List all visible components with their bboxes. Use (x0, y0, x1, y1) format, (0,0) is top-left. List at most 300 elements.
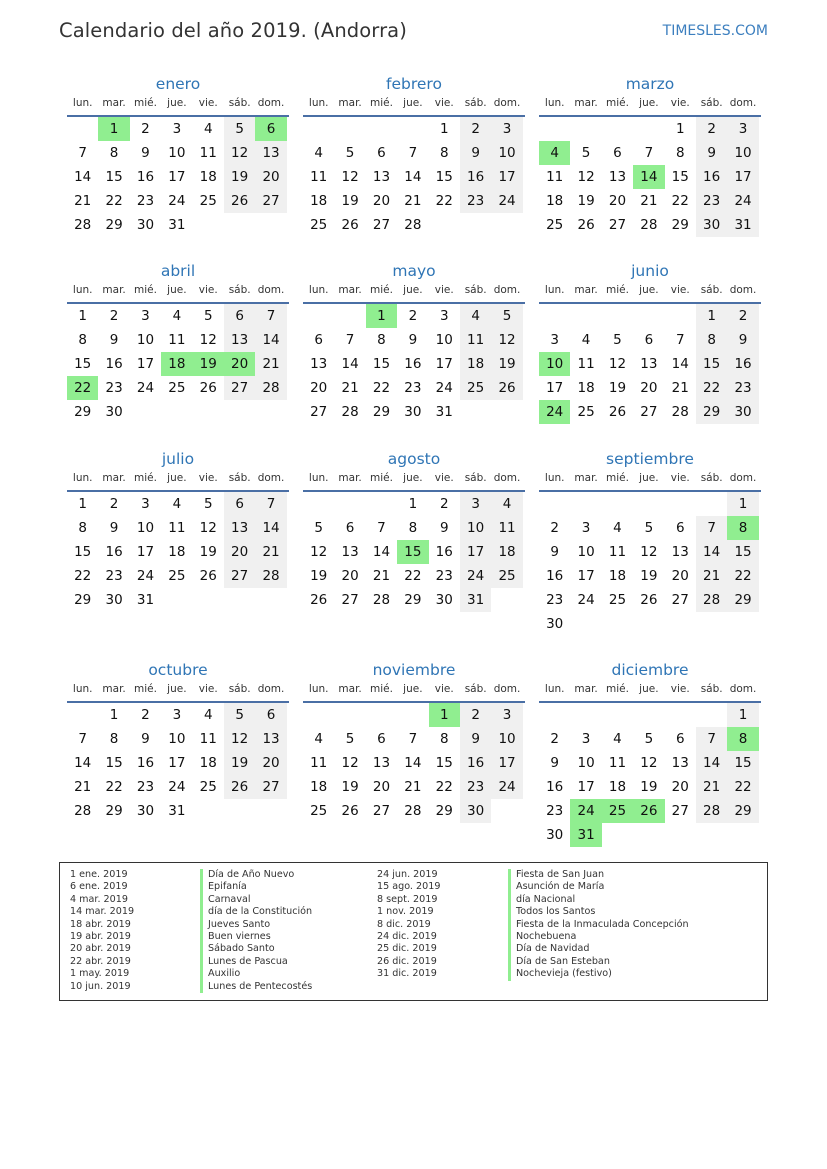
day-cell: 20 (372, 193, 391, 209)
weekday-label: lun. (72, 683, 93, 695)
day-cell: 22 (105, 193, 123, 209)
day-cell: 10 (168, 731, 186, 747)
weekday-label: dom. (729, 472, 757, 484)
month-diciembre (539, 659, 761, 847)
holiday-name: Asunción de María (508, 881, 689, 893)
holiday-dates-column-2 (377, 869, 440, 981)
weekday-label: jue. (403, 683, 423, 695)
day-cell: 7 (675, 332, 685, 348)
day-cell: 6 (377, 731, 386, 747)
day-cell: 20 (671, 568, 689, 584)
holiday-date: 10 jun. 2019 (70, 980, 131, 992)
day-cell: 1 (675, 121, 685, 137)
weekday-label: jue. (639, 97, 659, 109)
day-cell: 7 (696, 516, 727, 540)
day-cell: 31 (460, 588, 491, 612)
day-cell: 9 (141, 145, 150, 161)
day-cell: 9 (109, 332, 119, 348)
day-cell: 12 (224, 727, 255, 751)
weekday-label: lun. (308, 284, 329, 296)
holiday-name: Lunes de Pascua (200, 956, 312, 968)
weekday-label: lun. (308, 683, 329, 695)
day-cell: 23 (136, 779, 155, 795)
day-cell: 30 (136, 217, 155, 233)
weekday-label: vie. (198, 284, 218, 296)
holiday-date: 31 dic. 2019 (377, 968, 437, 980)
empty-cell (303, 703, 334, 727)
day-cell: 16 (727, 352, 758, 376)
month-abril (67, 260, 289, 424)
day-cell: 11 (546, 169, 564, 185)
day-cell: 6 (675, 520, 685, 536)
month-name: febrero (386, 75, 442, 93)
weekday-label: lun. (544, 97, 565, 109)
day-cell: 7 (644, 145, 654, 161)
day-cell: 9 (141, 731, 150, 747)
day-cell: 23 (546, 592, 564, 608)
day-cell: 1 (727, 703, 758, 727)
day-cell: 5 (613, 332, 622, 348)
empty-cell (570, 703, 601, 727)
holiday-name: Día de Navidad (508, 943, 689, 955)
day-cell: 25 (199, 193, 217, 209)
month-junio (539, 260, 761, 424)
empty-cell (334, 304, 365, 328)
day-cell: 8 (675, 145, 685, 161)
day-cell: 4 (581, 332, 591, 348)
month-enero (67, 73, 289, 237)
day-cell: 6 (613, 145, 622, 161)
day-cell: 3 (141, 308, 150, 324)
day-cell: 29 (372, 404, 391, 420)
weekday-label: sáb. (464, 683, 487, 695)
empty-cell (366, 703, 397, 727)
month-name: abril (160, 262, 196, 280)
weekday-label: sáb. (228, 472, 251, 484)
holiday-day-cell: 26 (633, 799, 664, 823)
holiday-day-cell: 8 (727, 727, 758, 751)
empty-cell (602, 117, 633, 141)
day-cell: 9 (109, 520, 119, 536)
day-cell: 11 (310, 755, 328, 771)
day-cell: 14 (671, 356, 689, 372)
day-cell: 14 (74, 169, 92, 185)
day-cell: 13 (372, 755, 391, 771)
day-cell: 21 (404, 193, 422, 209)
day-cell: 11 (608, 544, 627, 560)
day-cell: 27 (671, 592, 689, 608)
day-cell: 10 (577, 544, 595, 560)
day-cell: 25 (310, 803, 328, 819)
weekday-label: mié. (606, 284, 629, 296)
day-cell: 6 (675, 731, 685, 747)
empty-cell (696, 703, 727, 727)
month-mayo (303, 260, 525, 424)
weekday-label: vie. (198, 97, 218, 109)
day-cell: 5 (345, 731, 355, 747)
day-cell: 27 (372, 803, 391, 819)
day-cell: 3 (550, 332, 559, 348)
day-cell: 23 (404, 380, 422, 396)
day-cell: 8 (78, 520, 87, 536)
day-cell: 4 (613, 731, 622, 747)
day-cell: 16 (696, 165, 727, 189)
empty-cell (303, 304, 334, 328)
day-cell: 20 (341, 568, 359, 584)
weekday-label: mié. (134, 472, 157, 484)
day-cell: 27 (372, 217, 391, 233)
weekday-label: sáb. (700, 97, 723, 109)
day-cell: 18 (168, 544, 186, 560)
day-cell: 26 (341, 803, 359, 819)
day-cell: 14 (696, 540, 727, 564)
weekday-label: sáb. (700, 472, 723, 484)
day-cell: 21 (255, 352, 286, 376)
weekday-label: mié. (370, 97, 393, 109)
weekday-label: mié. (134, 284, 157, 296)
day-cell: 6 (255, 703, 286, 727)
holiday-name: Sábado Santo (200, 943, 312, 955)
brand-link[interactable]: TIMESLES.COM (662, 23, 768, 39)
day-cell: 2 (550, 520, 559, 536)
day-cell: 3 (491, 117, 522, 141)
day-grid (67, 703, 289, 823)
day-cell: 9 (439, 520, 449, 536)
day-cell: 23 (460, 775, 491, 799)
weekday-label: mié. (606, 683, 629, 695)
weekday-label: vie. (670, 284, 690, 296)
weekday-label: vie. (434, 683, 454, 695)
holiday-day-cell: 1 (366, 304, 397, 328)
day-cell: 15 (727, 751, 758, 775)
holiday-day-cell: 4 (539, 141, 570, 165)
day-cell: 11 (460, 328, 491, 352)
day-cell: 25 (168, 568, 186, 584)
day-cell: 26 (608, 404, 627, 420)
weekday-label: jue. (167, 683, 187, 695)
day-cell: 17 (546, 380, 564, 396)
weekday-label: mar. (102, 284, 126, 296)
day-cell: 6 (224, 304, 255, 328)
weekday-label: dom. (729, 683, 757, 695)
day-cell: 7 (408, 731, 418, 747)
day-cell: 9 (727, 328, 758, 352)
weekday-label: sáb. (228, 683, 251, 695)
day-cell: 17 (491, 165, 522, 189)
day-cell: 19 (577, 193, 595, 209)
day-cell: 3 (581, 520, 591, 536)
weekday-label: mié. (134, 683, 157, 695)
day-grid (539, 492, 761, 636)
day-cell: 7 (345, 332, 355, 348)
day-cell: 30 (404, 404, 422, 420)
day-cell: 9 (696, 141, 727, 165)
day-cell: 25 (546, 217, 564, 233)
day-cell: 21 (640, 193, 658, 209)
holiday-name: día Nacional (508, 894, 689, 906)
day-cell: 21 (404, 779, 422, 795)
day-grid (303, 703, 525, 823)
day-cell: 22 (74, 568, 92, 584)
holiday-list (59, 862, 768, 1001)
empty-cell (570, 117, 601, 141)
weekday-label: lun. (72, 472, 93, 484)
day-cell: 23 (546, 803, 564, 819)
day-cell: 26 (577, 217, 595, 233)
weekday-label: dom. (493, 683, 521, 695)
day-cell: 28 (671, 404, 689, 420)
day-cell: 16 (435, 544, 453, 560)
weekday-label: lun. (544, 284, 565, 296)
day-cell: 12 (199, 332, 217, 348)
day-cell: 5 (203, 496, 213, 512)
weekday-label: mié. (606, 472, 629, 484)
empty-cell (665, 703, 696, 727)
empty-cell (334, 117, 365, 141)
day-cell: 29 (727, 588, 758, 612)
day-cell: 21 (372, 568, 391, 584)
weekday-label: mar. (102, 97, 126, 109)
day-cell: 3 (460, 492, 491, 516)
day-cell: 11 (608, 755, 627, 771)
day-cell: 21 (255, 540, 286, 564)
day-cell: 19 (341, 779, 359, 795)
day-cell: 26 (640, 592, 658, 608)
weekday-label: lun. (72, 97, 93, 109)
day-cell: 29 (671, 217, 689, 233)
day-cell: 13 (224, 328, 255, 352)
day-cell: 17 (136, 544, 155, 560)
day-cell: 22 (404, 568, 422, 584)
day-cell: 5 (224, 117, 255, 141)
empty-cell (665, 304, 696, 328)
holiday-date: 26 dic. 2019 (377, 955, 437, 967)
day-cell: 14 (255, 328, 286, 352)
day-cell: 1 (727, 492, 758, 516)
weekday-label: vie. (670, 472, 690, 484)
day-cell: 10 (168, 145, 186, 161)
holiday-name: Lunes de Pentecostés (200, 981, 312, 993)
empty-cell (539, 703, 570, 727)
day-cell: 11 (491, 516, 522, 540)
day-cell: 2 (727, 304, 758, 328)
holiday-date: 4 mar. 2019 (70, 893, 128, 905)
day-cell: 8 (439, 145, 449, 161)
page-title: Calendario del año 2019. (Andorra) (59, 19, 407, 42)
day-cell: 18 (577, 380, 595, 396)
day-cell: 8 (439, 731, 449, 747)
day-cell: 20 (671, 779, 689, 795)
day-cell: 4 (172, 496, 182, 512)
day-cell: 13 (372, 169, 391, 185)
day-cell: 3 (491, 703, 522, 727)
weekday-header (67, 468, 289, 492)
holiday-name: Fiesta de la Inmaculada Concepción (508, 919, 689, 931)
weekday-label: sáb. (464, 284, 487, 296)
day-cell: 14 (372, 544, 391, 560)
holiday-date: 22 abr. 2019 (70, 955, 131, 967)
day-cell: 20 (608, 193, 627, 209)
weekday-label: lun. (72, 284, 93, 296)
day-cell: 1 (408, 496, 418, 512)
month-name: julio (161, 450, 195, 468)
day-cell: 9 (550, 755, 559, 771)
day-cell: 8 (696, 328, 727, 352)
month-julio (67, 448, 289, 612)
day-grid (67, 117, 289, 237)
day-cell: 3 (172, 707, 182, 723)
empty-cell (602, 703, 633, 727)
day-cell: 20 (255, 751, 286, 775)
day-cell: 30 (105, 592, 123, 608)
holiday-name: Fiesta de San Juan (508, 869, 689, 881)
day-cell: 20 (310, 380, 328, 396)
day-cell: 16 (546, 779, 564, 795)
day-cell: 28 (404, 803, 422, 819)
day-cell: 4 (203, 121, 213, 137)
empty-cell (303, 117, 334, 141)
day-cell: 28 (372, 592, 391, 608)
holiday-date: 25 dic. 2019 (377, 943, 437, 955)
weekday-label: mar. (574, 683, 598, 695)
day-cell: 1 (78, 496, 87, 512)
weekday-label: mar. (338, 97, 362, 109)
day-cell: 21 (671, 380, 689, 396)
day-cell: 23 (460, 189, 491, 213)
holiday-day-cell: 6 (255, 117, 286, 141)
weekday-label: sáb. (228, 284, 251, 296)
day-cell: 20 (255, 165, 286, 189)
weekday-label: mié. (606, 97, 629, 109)
holiday-date: 24 jun. 2019 (377, 869, 438, 880)
day-cell: 30 (105, 404, 123, 420)
day-cell: 2 (696, 117, 727, 141)
month-septiembre (539, 448, 761, 636)
weekday-label: mar. (338, 683, 362, 695)
day-cell: 1 (696, 304, 727, 328)
day-cell: 24 (168, 193, 186, 209)
holiday-day-cell: 8 (727, 516, 758, 540)
holiday-name: Jueves Santo (200, 919, 312, 931)
weekday-label: mar. (338, 472, 362, 484)
day-cell: 19 (224, 165, 255, 189)
holiday-name: Epifanía (200, 881, 312, 893)
day-cell: 4 (613, 520, 622, 536)
day-cell: 23 (435, 568, 453, 584)
weekday-header (539, 93, 761, 117)
day-cell: 10 (435, 332, 453, 348)
day-cell: 29 (105, 803, 123, 819)
day-cell: 5 (581, 145, 591, 161)
day-cell: 10 (460, 516, 491, 540)
month-name: marzo (625, 75, 675, 93)
day-cell: 5 (345, 145, 355, 161)
day-cell: 28 (404, 217, 422, 233)
day-grid (303, 492, 525, 612)
weekday-label: dom. (257, 284, 285, 296)
day-cell: 13 (310, 356, 328, 372)
day-cell: 15 (105, 169, 123, 185)
day-cell: 21 (74, 779, 92, 795)
day-cell: 11 (199, 145, 217, 161)
day-cell: 11 (168, 332, 186, 348)
holiday-name: Todos los Santos (508, 906, 689, 918)
day-cell: 9 (408, 332, 418, 348)
empty-cell (539, 492, 570, 516)
holiday-day-cell: 19 (193, 352, 224, 376)
weekday-label: jue. (403, 284, 423, 296)
day-cell: 18 (546, 193, 564, 209)
day-cell: 7 (255, 492, 286, 516)
weekday-header (303, 280, 525, 304)
day-cell: 25 (310, 217, 328, 233)
day-cell: 6 (644, 332, 654, 348)
day-cell: 28 (74, 217, 92, 233)
day-grid (539, 304, 761, 424)
day-cell: 24 (136, 380, 155, 396)
weekday-header (303, 679, 525, 703)
weekday-label: mar. (574, 284, 598, 296)
empty-cell (334, 703, 365, 727)
day-cell: 13 (224, 516, 255, 540)
day-cell: 22 (727, 564, 758, 588)
day-cell: 30 (136, 803, 155, 819)
weekday-label: mar. (102, 683, 126, 695)
weekday-label: sáb. (700, 284, 723, 296)
day-cell: 26 (341, 217, 359, 233)
day-cell: 19 (491, 352, 522, 376)
day-cell: 26 (224, 189, 255, 213)
day-cell: 4 (314, 145, 323, 161)
day-cell: 22 (435, 193, 453, 209)
day-cell: 24 (168, 779, 186, 795)
day-cell: 2 (439, 496, 449, 512)
day-cell: 17 (727, 165, 758, 189)
empty-cell (67, 117, 98, 141)
holiday-date: 15 ago. 2019 (377, 881, 441, 893)
day-grid (303, 304, 525, 424)
holiday-day-cell: 31 (570, 823, 601, 847)
day-cell: 30 (546, 616, 564, 632)
empty-cell (67, 703, 98, 727)
day-grid (67, 304, 289, 424)
day-cell: 6 (345, 520, 355, 536)
weekday-label: vie. (434, 284, 454, 296)
day-cell: 19 (199, 544, 217, 560)
day-cell: 30 (460, 799, 491, 823)
day-cell: 15 (74, 356, 92, 372)
holiday-date: 24 dic. 2019 (377, 930, 437, 942)
day-cell: 27 (255, 189, 286, 213)
weekday-label: mar. (574, 472, 598, 484)
day-cell: 25 (168, 380, 186, 396)
holiday-date: 1 nov. 2019 (377, 906, 434, 918)
empty-cell (366, 492, 397, 516)
day-cell: 21 (696, 775, 727, 799)
day-cell: 4 (460, 304, 491, 328)
day-cell: 10 (491, 727, 522, 751)
day-cell: 16 (546, 568, 564, 584)
day-cell: 11 (199, 731, 217, 747)
day-grid (539, 117, 761, 237)
day-cell: 12 (341, 169, 359, 185)
day-cell: 16 (404, 356, 422, 372)
day-cell: 24 (727, 189, 758, 213)
month-agosto (303, 448, 525, 612)
day-cell: 15 (372, 356, 391, 372)
day-cell: 21 (341, 380, 359, 396)
day-cell: 1 (78, 308, 87, 324)
